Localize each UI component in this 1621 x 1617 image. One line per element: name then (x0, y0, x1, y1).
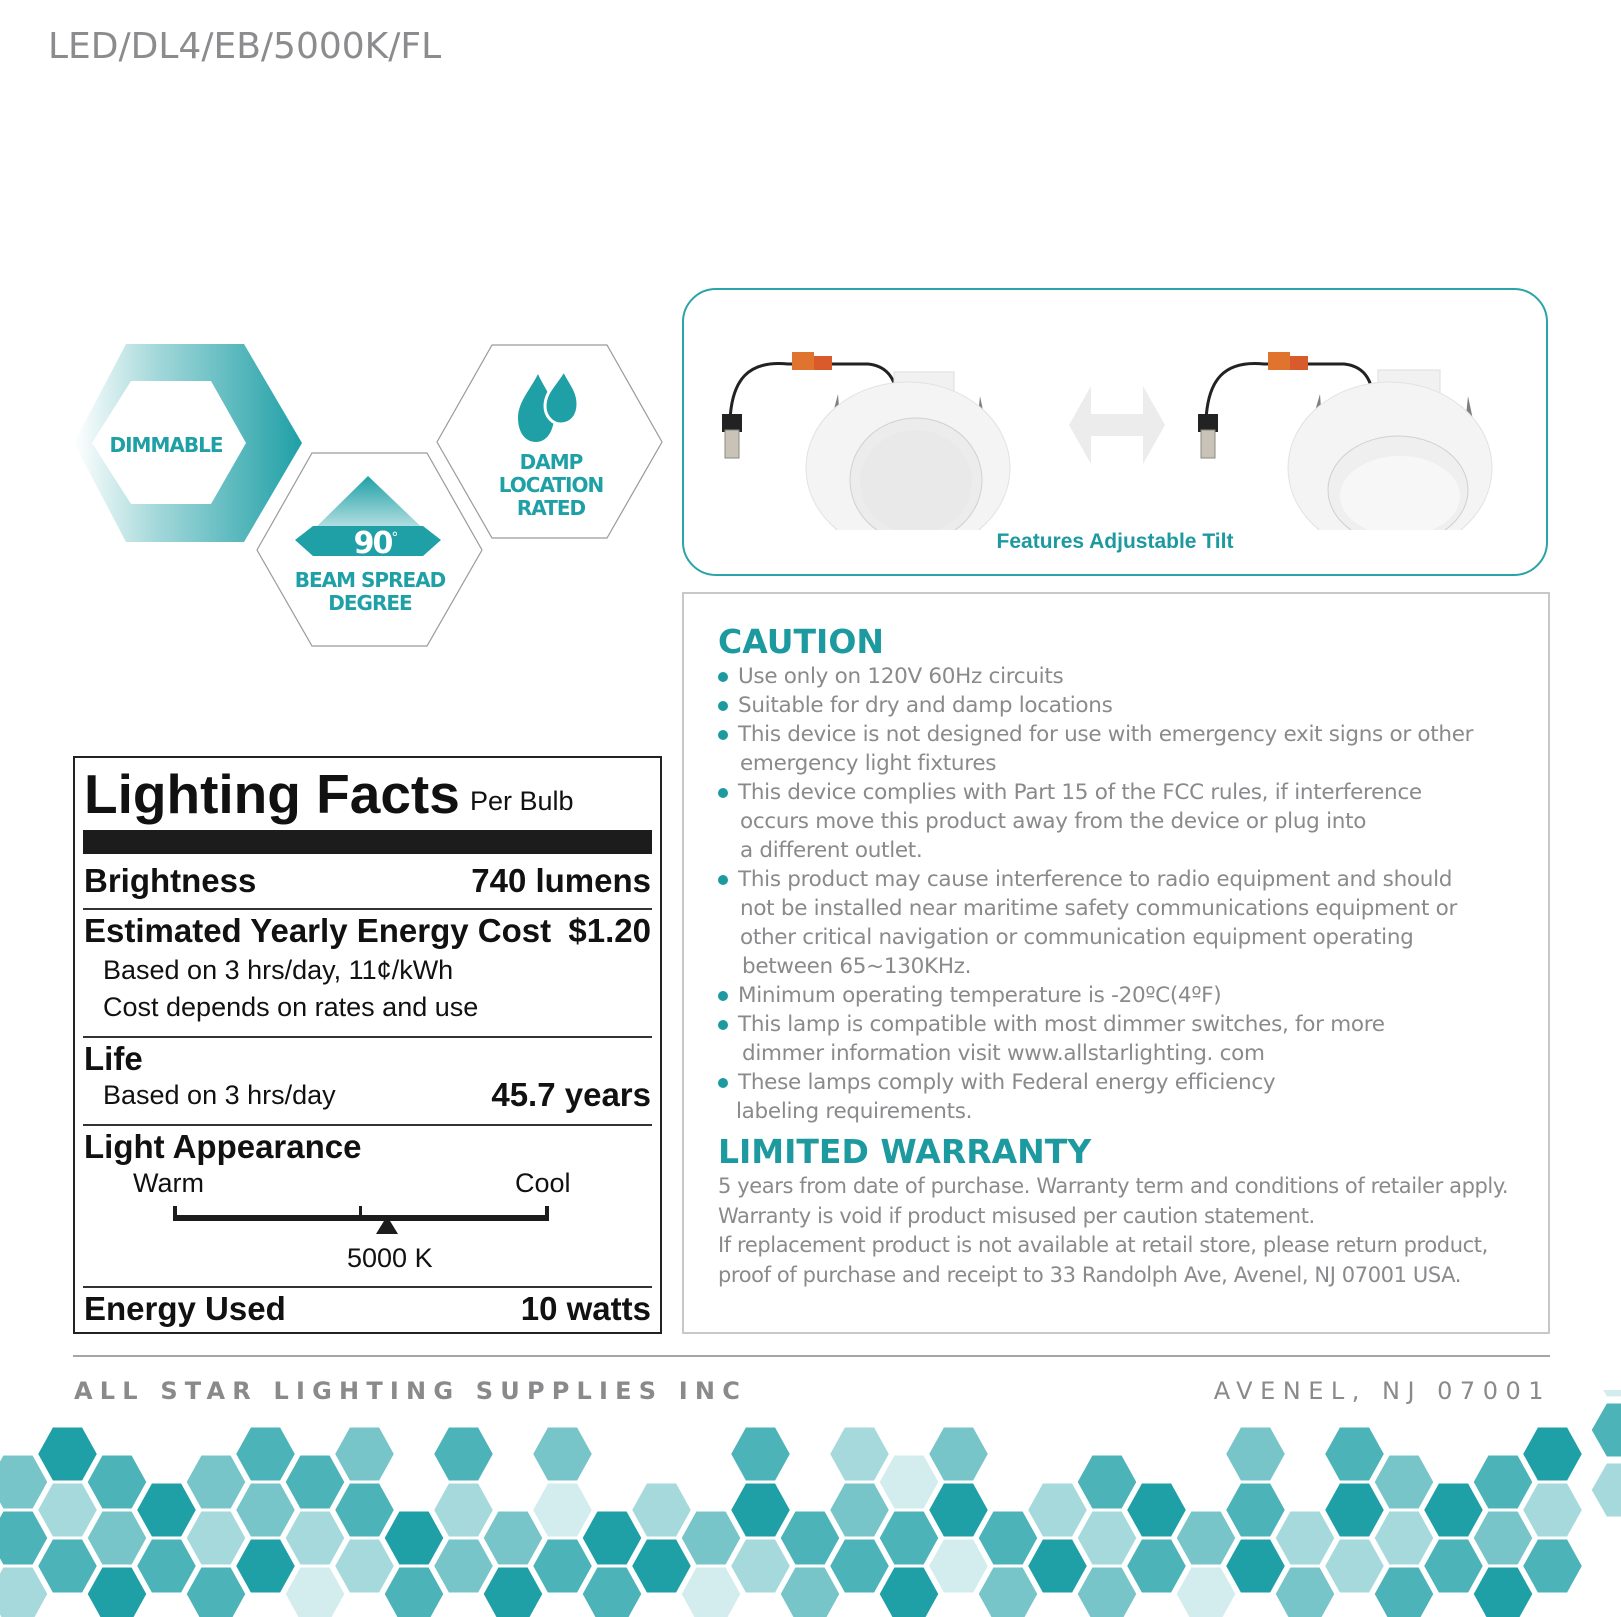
beam-label-line1: BEAM SPREAD (294, 568, 446, 592)
beam-value: 90 (353, 526, 392, 561)
warranty-line: Warranty is void if product misused per caution statement. (718, 1203, 1315, 1228)
brightness-row (84, 862, 651, 900)
caution-item: Suitable for dry and damp locations (718, 691, 1538, 720)
life-label: Life (84, 1040, 143, 1077)
energy-used-row (84, 1290, 651, 1328)
model-number: LED/DL4/EB/5000K/FL (48, 26, 442, 67)
beam-label-line2: DEGREE (328, 591, 412, 615)
energy-cost-row (84, 912, 651, 950)
bullet-icon (718, 788, 728, 798)
water-drops-icon (516, 370, 586, 444)
warranty-title: LIMITED WARRANTY (718, 1132, 1092, 1171)
company-name: ALL STAR LIGHTING SUPPLIES INC (74, 1377, 748, 1405)
per-bulb-label: Per Bulb (470, 786, 574, 816)
energy-cost-label: Estimated Yearly Energy Cost (84, 912, 552, 949)
beam-degree-value (340, 526, 410, 561)
warm-label: Warm (133, 1168, 204, 1198)
cost-note-2: Cost depends on rates and use (103, 992, 479, 1022)
divider (83, 1036, 652, 1038)
cool-label: Cool (515, 1168, 571, 1198)
dimmable-label: DIMMABLE (109, 433, 223, 457)
double-arrow-icon (1069, 386, 1165, 464)
tilt-caption: Features Adjustable Tilt (996, 530, 1234, 553)
lighting-facts-title: Lighting Facts (84, 763, 460, 825)
footer-divider (73, 1355, 1550, 1357)
caution-warranty-box (682, 592, 1550, 1334)
color-temperature-value: 5000 K (347, 1243, 433, 1273)
color-temperature-scale (173, 1206, 553, 1242)
warranty-line: If replacement product is not available at retail store, please return product, (718, 1233, 1488, 1257)
bullet-icon (718, 1078, 728, 1088)
damp-label-line1: DAMP (519, 450, 583, 474)
warranty-line: 5 years from date of purchase. Warranty term and conditions of retailer apply. (718, 1174, 1509, 1198)
life-note: Based on 3 hrs/day (103, 1080, 336, 1110)
bullet-icon (718, 1020, 728, 1030)
caution-item: This device complies with Part 15 of the FCC rules, if interference occurs move this product away from the device or plug into a different outlet. (718, 778, 1538, 865)
caution-item: Minimum operating temperature is -20ºC(4ºF) (718, 981, 1538, 1010)
caution-item: These lamps comply with Federal energy efficiency labeling requirements. (718, 1068, 1538, 1126)
bullet-icon (718, 672, 728, 682)
header-bar (83, 830, 652, 854)
divider (83, 908, 652, 910)
warranty-line: proof of purchase and receipt to 33 Randolph Ave, Avenel, NJ 07001 USA. (718, 1262, 1462, 1287)
damp-label-line2: LOCATION (498, 473, 604, 497)
light-appearance-label: Light Appearance (84, 1128, 362, 1165)
divider (83, 1124, 652, 1126)
caution-item: Use only on 120V 60Hz circuits (718, 662, 1538, 691)
energy-used-value: 10 watts (520, 1290, 651, 1327)
energy-cost-value: $1.20 (568, 912, 651, 949)
bullet-icon (718, 875, 728, 885)
warranty-text (718, 1172, 1508, 1290)
divider (83, 1286, 652, 1288)
bullet-icon (718, 730, 728, 740)
lighting-facts-label (73, 756, 662, 1334)
adjustable-tilt-panel (682, 288, 1548, 576)
brightness-value: 740 lumens (471, 862, 651, 899)
caution-item: This product may cause interference to radio equipment and should not be installed near maritime safety communications equipment or other critical navigation or communication equipment operating between 65~130KHz. (718, 865, 1538, 981)
downlight-fixture-image-straight (718, 330, 1018, 530)
energy-used-label: Energy Used (84, 1290, 286, 1327)
cost-note-1: Based on 3 hrs/day, 11¢/kWh (103, 955, 454, 985)
caution-item: This lamp is compatible with most dimmer switches, for more dimmer information visit www.allstarlighting. com (718, 1010, 1538, 1068)
brightness-label: Brightness (84, 862, 257, 899)
caution-item: This device is not designed for use with emergency exit signs or other emergency light fixtures (718, 720, 1538, 778)
life-value: 45.7 years (491, 1076, 651, 1113)
bullet-icon (718, 991, 728, 1001)
hexagon-pattern-decoration (0, 1390, 1621, 1617)
downlight-fixture-image-tilted (1194, 330, 1514, 530)
caution-list (718, 662, 1538, 1126)
degree-symbol: ° (391, 530, 397, 546)
bullet-icon (718, 701, 728, 711)
caution-title: CAUTION (718, 622, 884, 661)
company-location: AVENEL, NJ 07001 (1213, 1377, 1551, 1405)
damp-label-line3: RATED (516, 496, 586, 520)
